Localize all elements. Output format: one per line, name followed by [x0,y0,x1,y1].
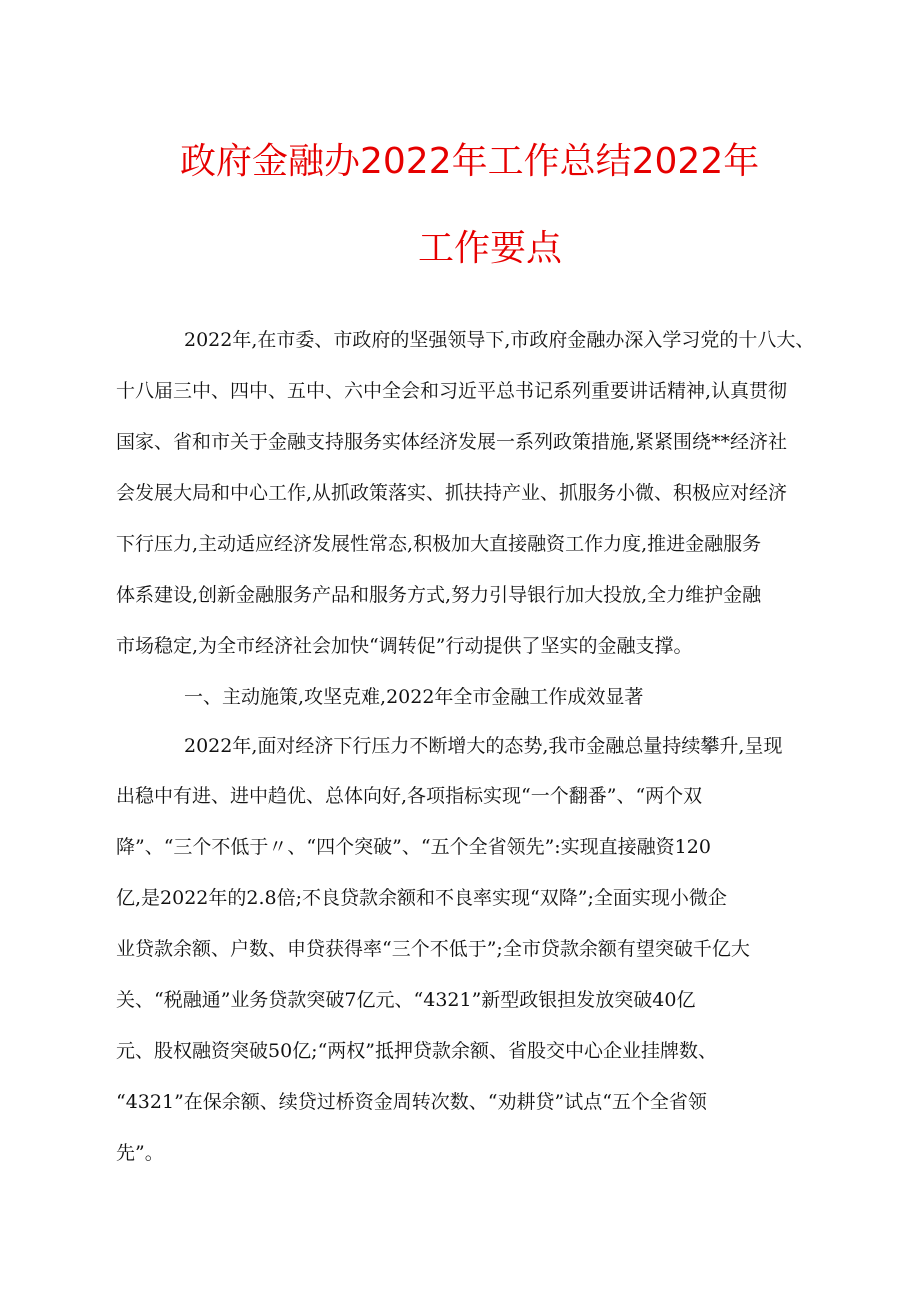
document-title-line-1: 政府金融办2022年工作总结2022年 [180,141,760,182]
paragraph-1-line: 市场稳定,为全市经济社会加快“调转促”行动提供了坚实的金融支撑。 [116,635,693,657]
paragraph-2-line: “4321”在保余额、续贷过桥资金周转次数、“劝耕贷”试点“五个全省领 [116,1091,707,1113]
paragraph-1-line: 2022年,在市委、市政府的坚强领导下,市政府金融办深入学习党的十八大、 [184,329,815,351]
paragraph-2-line: 出稳中有进、进中趋优、总体向好,各项指标实现“一个翻番”、“两个双 [116,785,703,807]
paragraph-1-line: 国家、省和市关于金融支持服务实体经济发展一系列政策措施,紧紧围绕**经济社 [116,431,788,453]
paragraph-2-line: 元、股权融资突破50亿;“两权”抵押贷款余额、省股交中心企业挂牌数、 [116,1040,718,1062]
document-title-line-2: 工作要点 [417,228,562,269]
paragraph-1-line: 体系建设,创新金融服务产品和服务方式,努力引导银行加大投放,全力维护金融 [116,584,762,606]
paragraph-2-line: 降”、“三个不低于〃、“四个突破”、“五个全省领先”:实现直接融资120 [116,836,711,858]
paragraph-1-line: 下行压力,主动适应经济发展性常态,积极加大直接融资工作力度,推进金融服务 [116,533,762,555]
paragraph-1-line: 十八届三中、四中、五中、六中全会和习近平总书记系列重要讲话精神,认真贯彻 [116,380,788,402]
paragraph-2-line: 亿,是2022年的2.8倍;不良贷款余额和不良率实现“双降”;全面实现小微企 [116,887,727,909]
paragraph-2-line: 业贷款余额、户数、申贷获得率“三个不低于”;全市贷款余额有望突破千亿大 [116,938,750,960]
section-heading: 一、主动施策,攻坚克难,2022年全市金融工作成效显著 [184,686,644,708]
paragraph-2-line: 关、“税融通”业务贷款突破7亿元、“4321”新型政银担发放突破40亿 [116,989,696,1011]
paragraph-2-line: 先”。 [116,1142,164,1164]
paragraph-1-line: 会发展大局和中心工作,从抓政策落实、抓扶持产业、抓服务小微、积极应对经济 [116,482,788,504]
paragraph-2-line: 2022年,面对经济下行压力不断增大的态势,我市金融总量持续攀升,呈现 [184,735,783,757]
